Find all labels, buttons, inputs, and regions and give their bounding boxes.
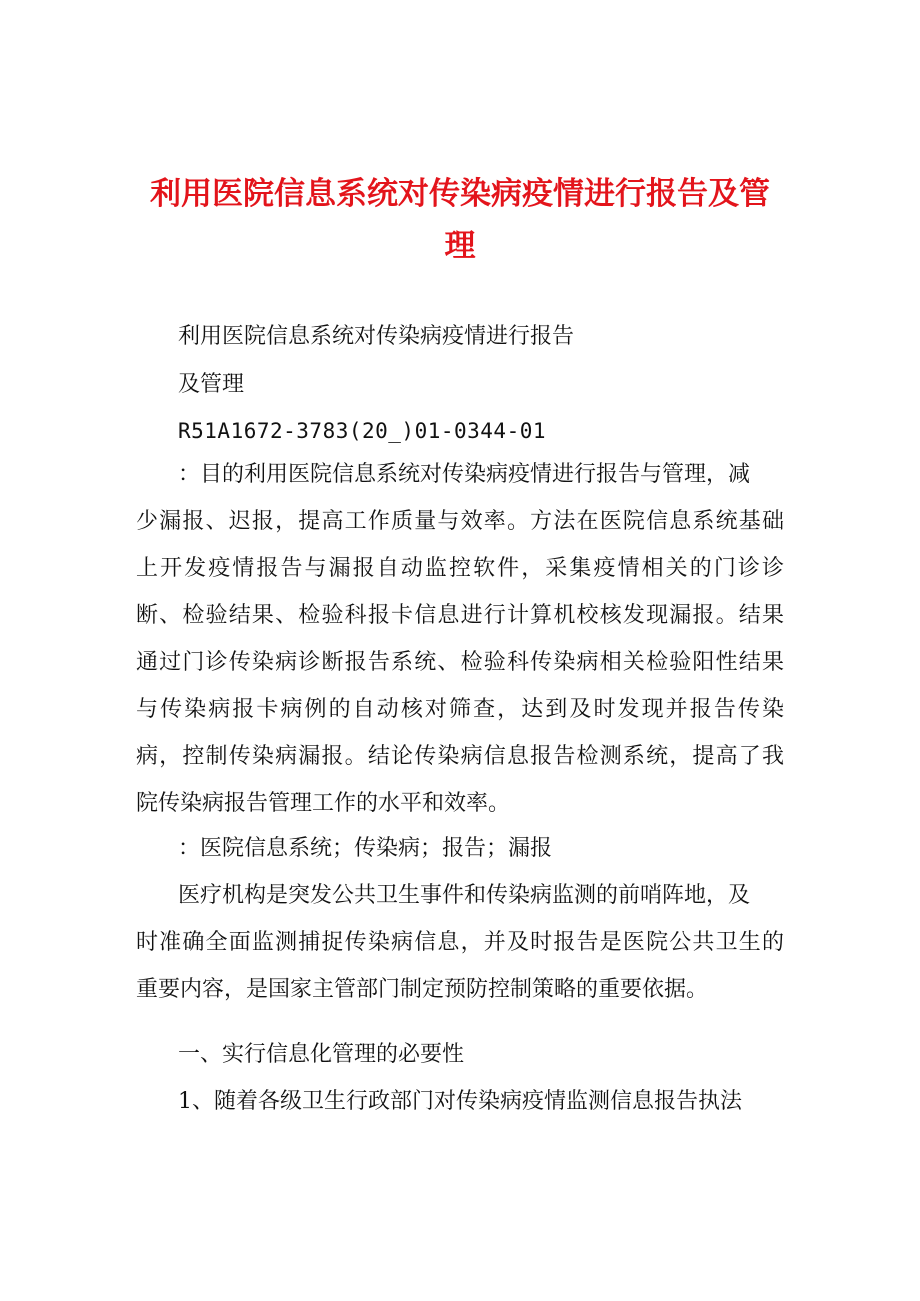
intro-line: 重要内容，是国家主管部门制定预防控制策略的重要依据。 [136, 977, 709, 1002]
abstract-line: ：目的利用医院信息系统对传染病疫情进行报告与管理，减 [178, 462, 751, 487]
abstract-line: 上开发疫情报告与漏报自动监控软件，采集疫情相关的门诊诊 [136, 556, 784, 581]
abstract-line: 病，控制传染病漏报。结论传染病信息报告检测系统，提高了我 [136, 744, 784, 769]
document-title-line-1: 利用医院信息系统对传染病疫情进行报告及管 [150, 176, 770, 212]
document-title-line-2: 理 [444, 228, 476, 264]
keywords-line: ：医院信息系统；传染病；报告；漏报 [178, 836, 553, 861]
abstract-line: 与传染病报卡病例的自动核对筛查，达到及时发现并报告传染 [136, 697, 784, 722]
subtitle-line-2: 及管理 [178, 372, 245, 397]
abstract-line: 通过门诊传染病诊断报告系统、检验科传染病相关检验阳性结果 [136, 650, 784, 675]
intro-line: 时准确全面监测捕捉传染病信息，并及时报告是医院公共卫生的 [136, 930, 784, 955]
section-paragraph-line: 1、随着各级卫生行政部门对传染病疫情监测信息报告执法 [178, 1089, 742, 1114]
section-heading: 一、实行信息化管理的必要性 [178, 1042, 465, 1067]
abstract-line: 断、检验结果、检验科报卡信息进行计算机校核发现漏报。结果 [136, 603, 784, 628]
abstract-line: 院传染病报告管理工作的水平和效率。 [136, 791, 511, 816]
reference-code: R51A1672-3783(20_)01-0344-01 [178, 419, 547, 443]
subtitle-line-1: 利用医院信息系统对传染病疫情进行报告 [178, 324, 575, 349]
intro-line: 医疗机构是突发公共卫生事件和传染病监测的前哨阵地，及 [178, 883, 751, 908]
abstract-line: 少漏报、迟报，提高工作质量与效率。方法在医院信息系统基础 [136, 509, 784, 534]
